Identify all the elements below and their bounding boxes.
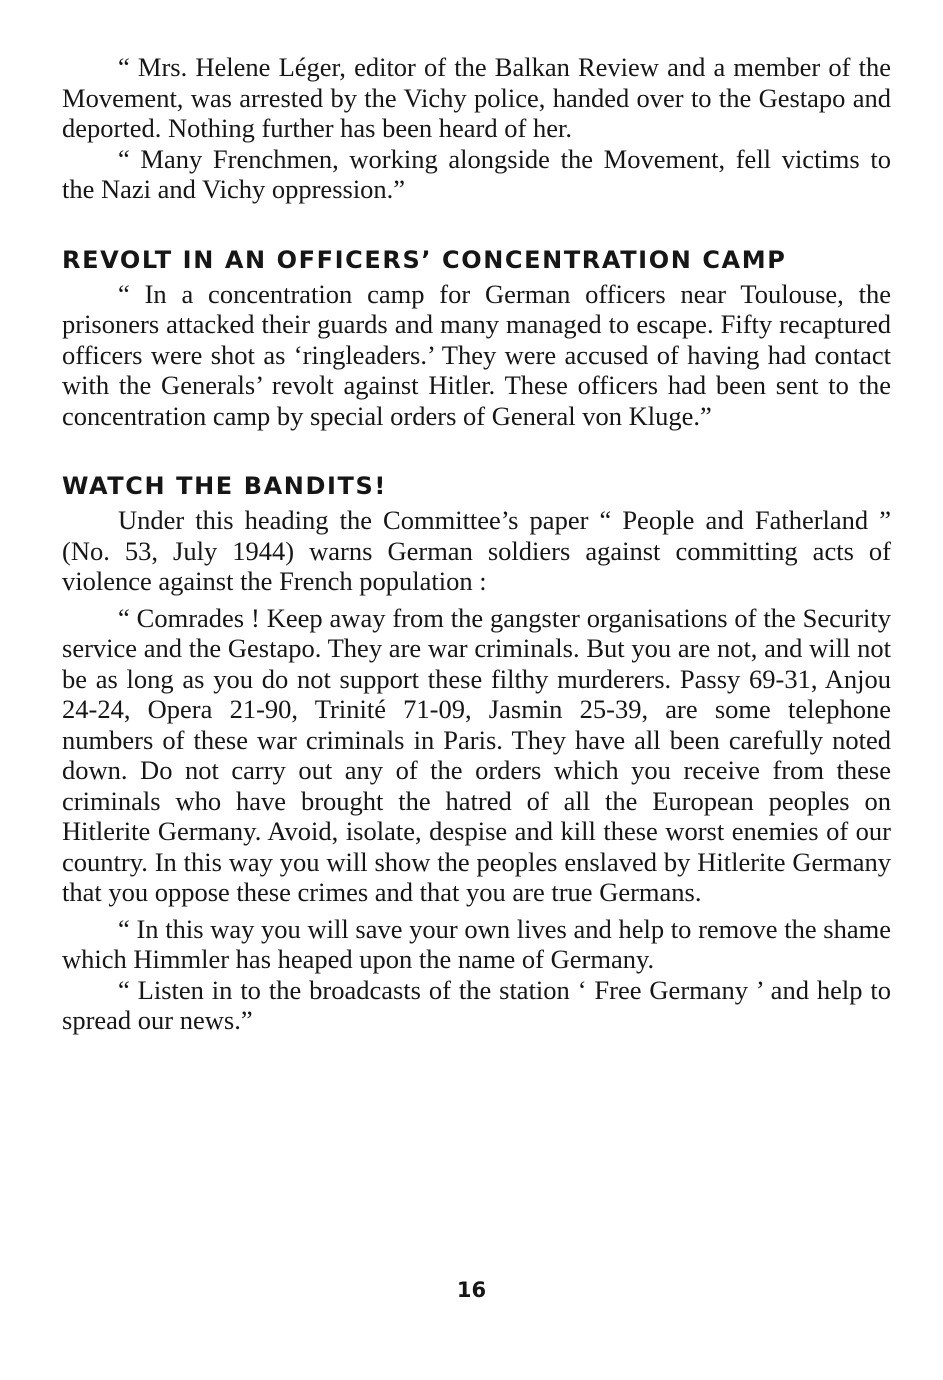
paragraph-comrades: “ Comrades ! Keep away from the gangster organisations of the Security service and the Gestapo. They are war criminals. But you are not, and will not be as long as you do not support these filthy murderers. Passy 69-31, Anjou 24-24, Opera 21-90, Trinité 71-09, Jasmin 25-39, are some telephone numbers of these war criminals in Paris. They have all been carefully noted down. Do not carry out any of the orders which you receive from these criminals who have brought the hatred of all the European peoples on Hitlerite Germany. Avoid, isolate, despise and kill these worst enemies of our country. In this way you will show the peoples enslaved by Hitlerite Germany that you oppose these crimes and that you are true Germans.	[62, 602, 891, 907]
page-number: 16	[456, 1278, 487, 1302]
section-heading-revolt: REVOLT IN AN OFFICERS’ CONCENTRATION CAMP	[62, 245, 787, 274]
paragraph-revolt: “ In a concentration camp for German officers near Toulouse, the prisoners attacked their guards and many managed to escape. Fifty recaptured officers were shot as ‘ringleaders.’ They were accused of having had contact with the Generals’ revolt against Hitler. These officers had been sent to the concentration camp by special orders of General von Kluge.”	[62, 278, 891, 431]
section-heading-bandits: WATCH THE BANDITS!	[62, 472, 387, 500]
paragraph-frenchmen: “ Many Frenchmen, working alongside the Movement, fell victims to the Nazi and Vichy oppression.”	[62, 143, 891, 204]
paragraph-leger: “ Mrs. Helene Léger, editor of the Balkan Review and a member of the Movement, was arrested by the Vichy police, handed over to the Gestapo and deported. Nothing further has been heard of her.	[62, 52, 891, 143]
paragraph-save-lives: “ In this way you will save your own lives and help to remove the shame which Himmler has heaped upon the name of Germany.	[62, 913, 891, 974]
paragraph-listen: “ Listen in to the broadcasts of the station ‘ Free Germany ’ and help to spread our news.”	[62, 974, 891, 1035]
paragraph-heading-intro: Under this heading the Committee’s paper “ People and Fatherland ” (No. 53, July 1944) warns German soldiers against committing acts of violence against the French population :	[62, 505, 891, 596]
